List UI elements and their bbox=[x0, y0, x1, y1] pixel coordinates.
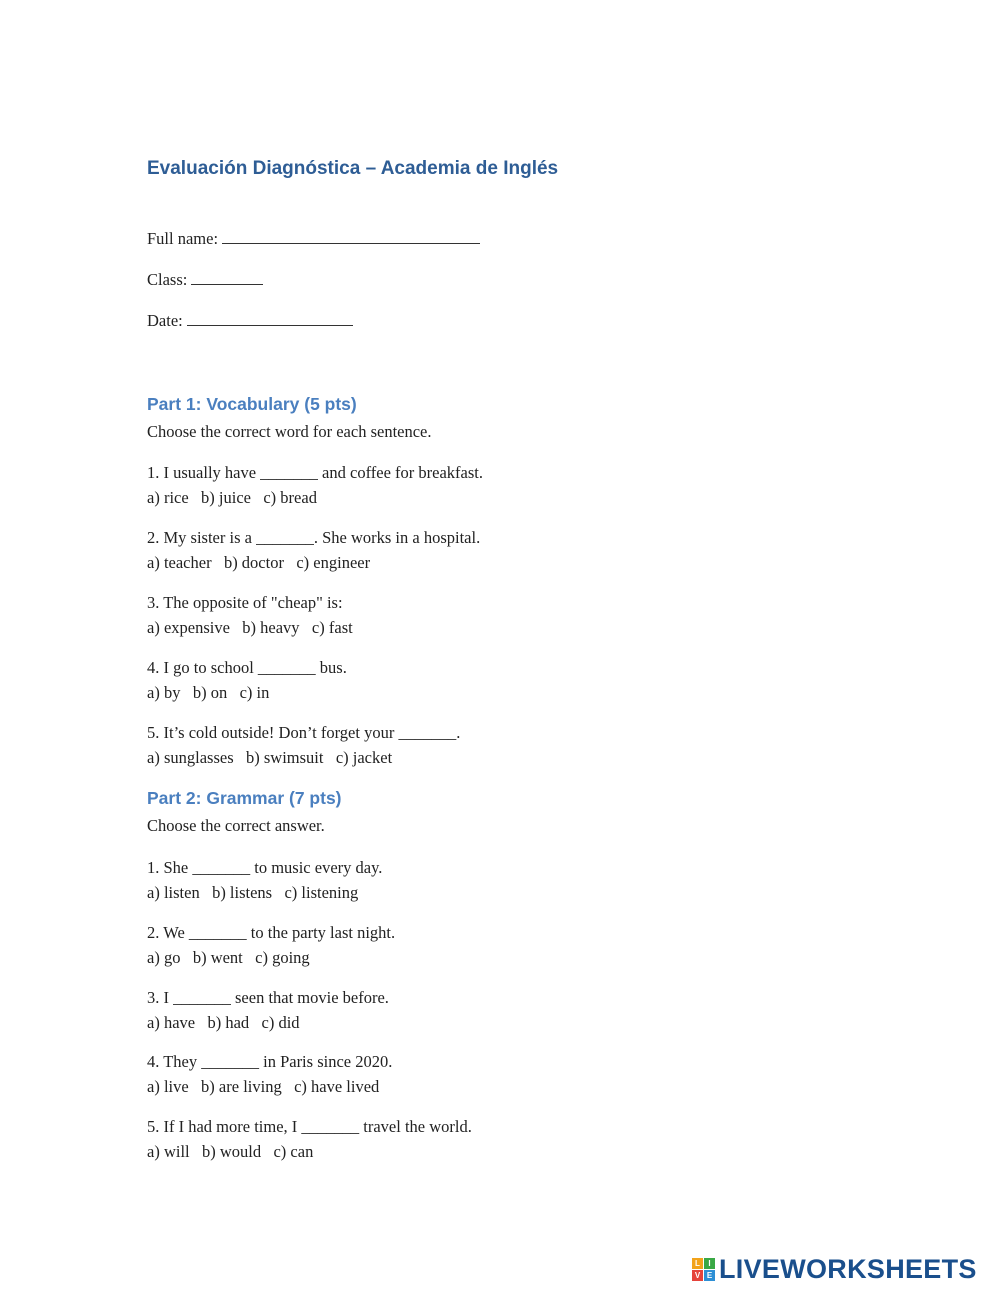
liveworksheets-logo bbox=[692, 1254, 977, 1284]
question-stem: 2. We _______ to the party last night. bbox=[147, 923, 396, 942]
vocab-question-3 bbox=[147, 591, 353, 640]
part2-heading: Part 2: Grammar (7 pts) bbox=[147, 788, 342, 808]
question-stem: 3. The opposite of "cheap" is: bbox=[147, 593, 343, 612]
page-title: Evaluación Diagnóstica – Academia de Inglés bbox=[147, 158, 559, 179]
full-name-label: Full name: bbox=[147, 229, 219, 248]
part2-instruction: Choose the correct answer. bbox=[147, 816, 325, 835]
badge-letter-v: V bbox=[692, 1270, 703, 1281]
answer-options[interactable]: a) will b) would c) can bbox=[147, 1141, 314, 1161]
badge-letter-i: I bbox=[704, 1258, 715, 1269]
class-label: Class: bbox=[147, 270, 188, 289]
answer-options[interactable]: a) live b) are living c) have lived bbox=[147, 1076, 380, 1096]
vocab-question-5 bbox=[147, 721, 460, 770]
date-field bbox=[147, 311, 353, 331]
grammar-question-3 bbox=[147, 986, 389, 1035]
answer-options[interactable]: a) rice b) juice c) bread bbox=[147, 487, 317, 507]
grammar-question-2 bbox=[147, 921, 395, 970]
full-name-blank[interactable] bbox=[222, 229, 480, 244]
vocab-question-4 bbox=[147, 656, 347, 705]
full-name-field bbox=[147, 229, 480, 249]
answer-options[interactable]: a) sunglasses b) swimsuit c) jacket bbox=[147, 747, 393, 767]
question-stem: 5. If I had more time, I _______ travel the world. bbox=[147, 1117, 472, 1136]
date-label: Date: bbox=[147, 311, 183, 330]
question-stem: 4. They _______ in Paris since 2020. bbox=[147, 1052, 393, 1071]
grammar-question-1 bbox=[147, 856, 382, 905]
answer-options[interactable]: a) expensive b) heavy c) fast bbox=[147, 617, 353, 637]
vocab-question-1 bbox=[147, 461, 483, 510]
part1-instruction: Choose the correct word for each sentence. bbox=[147, 422, 432, 441]
logo-wordmark: LIVEWORKSHEETS bbox=[719, 1253, 977, 1284]
logo-badge-icon bbox=[692, 1258, 715, 1281]
question-stem: 4. I go to school _______ bus. bbox=[147, 658, 347, 677]
question-stem: 3. I _______ seen that movie before. bbox=[147, 988, 389, 1007]
answer-options[interactable]: a) teacher b) doctor c) engineer bbox=[147, 552, 371, 572]
class-blank[interactable] bbox=[191, 270, 263, 285]
question-stem: 2. My sister is a _______. She works in a hospital. bbox=[147, 528, 481, 547]
grammar-question-5 bbox=[147, 1115, 472, 1164]
vocab-question-2 bbox=[147, 526, 480, 575]
grammar-question-4 bbox=[147, 1050, 392, 1099]
answer-options[interactable]: a) listen b) listens c) listening bbox=[147, 882, 359, 902]
badge-letter-e: E bbox=[704, 1270, 715, 1281]
badge-letter-l: L bbox=[692, 1258, 703, 1269]
class-field bbox=[147, 270, 263, 290]
answer-options[interactable]: a) have b) had c) did bbox=[147, 1012, 300, 1032]
question-stem: 5. It’s cold outside! Don’t forget your _______. bbox=[147, 723, 461, 742]
answer-options[interactable]: a) go b) went c) going bbox=[147, 947, 310, 967]
date-blank[interactable] bbox=[187, 311, 353, 326]
answer-options[interactable]: a) by b) on c) in bbox=[147, 682, 270, 702]
question-stem: 1. I usually have _______ and coffee for breakfast. bbox=[147, 463, 483, 482]
part1-heading: Part 1: Vocabulary (5 pts) bbox=[147, 394, 357, 414]
question-stem: 1. She _______ to music every day. bbox=[147, 858, 383, 877]
